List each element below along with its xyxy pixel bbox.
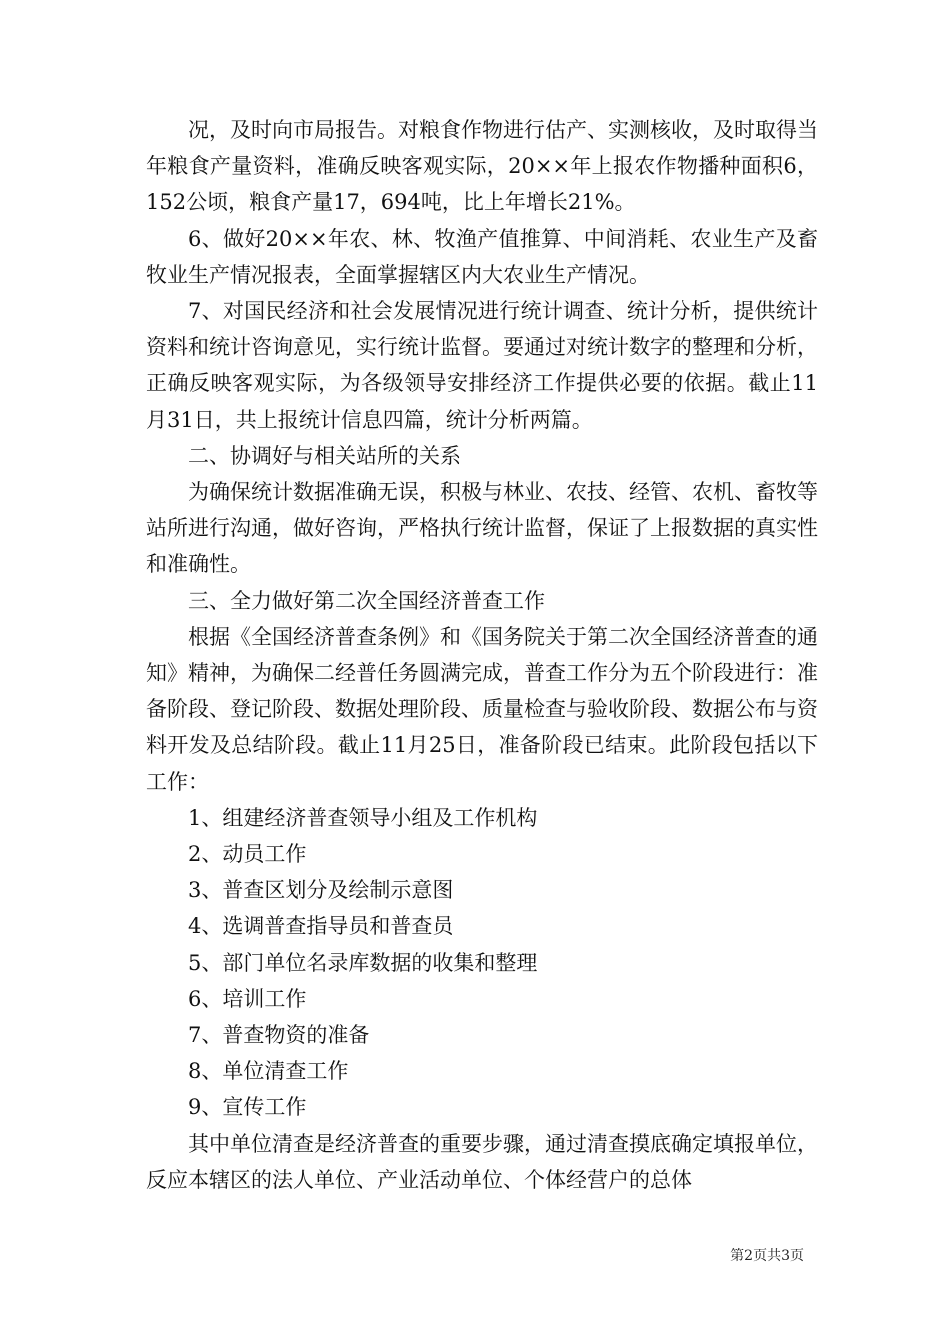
paragraph-1: 况，及时向市局报告。对粮食作物进行估产、实测核收，及时取得当年粮食产量资料，准确反映客观实际，20××年上报农作物播种面积6，152公顷，粮食产量17，694吨，比上年增长21%。	[146, 118, 818, 215]
section-heading-2: 二、协调好与相关站所的关系	[188, 443, 461, 468]
page-number-footer: 第2页共3页	[730, 1248, 804, 1264]
document-body	[146, 112, 818, 1198]
list-item-1: 1、组建经济普查领导小组及工作机构	[188, 805, 538, 830]
list-item-8: 8、单位清查工作	[188, 1059, 349, 1084]
paragraph-2: 6、做好20××年农、林、牧渔产值推算、中间消耗、农业生产及畜牧业生产情况报表，全面掌握辖区内大农业生产情况。	[146, 226, 818, 287]
list-item-3: 3、普查区划分及绘制示意图	[188, 878, 454, 903]
section-heading-3: 三、全力做好第二次全国经济普查工作	[188, 588, 545, 613]
list-item-6: 6、培训工作	[188, 986, 307, 1011]
list-item-9: 9、宣传工作	[188, 1095, 307, 1120]
list-item-4: 4、选调普查指导员和普查员	[188, 914, 454, 939]
paragraph-6: 其中单位清查是经济普查的重要步骤，通过清查摸底确定填报单位，反应本辖区的法人单位、产业活动单位、个体经营户的总体	[146, 1131, 818, 1192]
list-item-2: 2、动员工作	[188, 842, 307, 867]
list-item-7: 7、普查物资的准备	[188, 1023, 370, 1048]
paragraph-5: 根据《全国经济普查条例》和《国务院关于第二次全国经济普查的通知》精神，为确保二经普任务圆满完成，普查工作分为五个阶段进行：准备阶段、登记阶段、数据处理阶段、质量检查与验收阶段、数据公布与资料开发及总结阶段。截止11月25日，准备阶段已结束。此阶段包括以下工作：	[146, 624, 818, 794]
paragraph-3: 7、对国民经济和社会发展情况进行统计调查、统计分析，提供统计资料和统计咨询意见，实行统计监督。要通过对统计数字的整理和分析，正确反映客观实际，为各级领导安排经济工作提供必要的依据。截止11月31日，共上报统计信息四篇，统计分析两篇。	[146, 299, 818, 432]
paragraph-4: 为确保统计数据准确无误，积极与林业、农技、经管、农机、畜牧等站所进行沟通，做好咨询，严格执行统计监督，保证了上报数据的真实性和准确性。	[146, 480, 818, 577]
list-item-5: 5、部门单位名录库数据的收集和整理	[188, 950, 538, 975]
